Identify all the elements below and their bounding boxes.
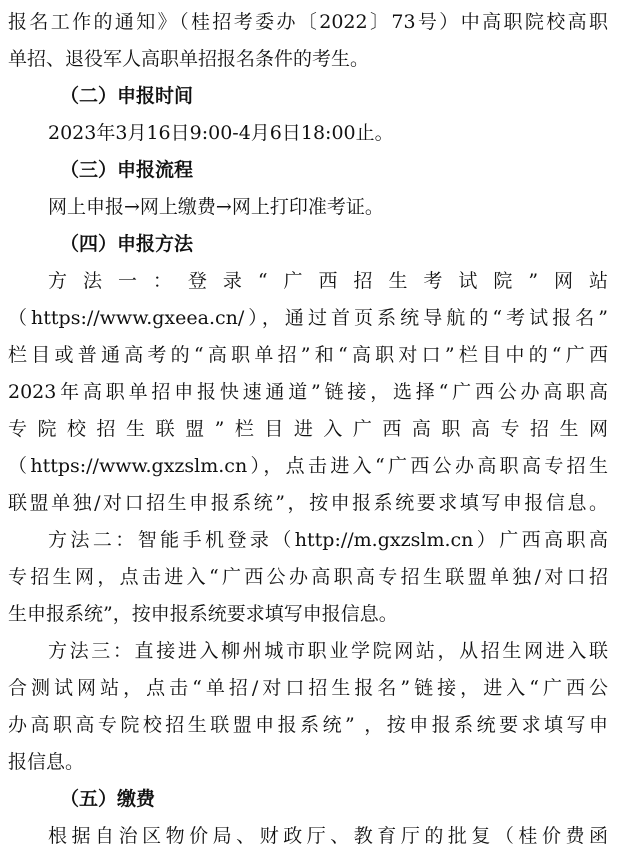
body-text-line: 专招生网，点击进入“广西公办高职高专招生联盟单独/对口招 xyxy=(8,566,608,588)
body-text-line: 方法一：登录“广西招生考试院”网站 xyxy=(48,270,608,292)
body-text-line: 单招、退役军人高职单招报名条件的考生。 xyxy=(8,48,370,70)
body-text-line: 专院校招生联盟”栏目进入广西高职高专招生网 xyxy=(8,418,608,440)
body-text-line: （https://www.gxzslm.cn），点击进入“广西公办高职高专招生 xyxy=(8,455,608,477)
section-heading-process: （三）申报流程 xyxy=(60,159,194,181)
body-text-line: 方法三：直接进入柳州城市职业学院网站，从招生网进入联 xyxy=(48,640,608,662)
body-text-line: 栏目或普通高考的“高职单招”和“高职对口”栏目中的“广西 xyxy=(8,344,608,366)
body-text-line: 合测试网站，点击“单招/对口招生报名”链接，进入“广西公 xyxy=(8,677,608,699)
body-text-line: 报名工作的通知》（桂招考委办〔2022〕73号）中高职院校高职 xyxy=(8,11,608,33)
body-text-line: 2023年高职单招申报快速通道”链接，选择“广西公办高职高 xyxy=(8,381,608,403)
body-text-line: 网上申报→网上缴费→网上打印准考证。 xyxy=(48,196,384,218)
body-text-line: 生申报系统”，按申报系统要求填写申报信息。 xyxy=(8,603,398,625)
body-text-line: 报信息。 xyxy=(8,751,85,773)
body-text-line: （https://www.gxeea.cn/），通过首页系统导航的“考试报名” xyxy=(8,307,608,329)
body-text-line: 2023年3月16日9:00-4月6日18:00止。 xyxy=(48,122,394,144)
body-text-line: 根据自治区物价局、财政厅、教育厅的批复（桂价费函 xyxy=(48,825,608,847)
section-heading-time: （二）申报时间 xyxy=(60,85,194,107)
body-text-line: 办高职高专院校招生联盟申报系统” ，按申报系统要求填写申 xyxy=(8,714,608,736)
section-heading-method: （四）申报方法 xyxy=(60,233,194,255)
section-heading-fee: （五）缴费 xyxy=(60,788,156,810)
body-text-line: 联盟单独/对口招生申报系统”，按申报系统要求填写申报信息。 xyxy=(8,492,608,514)
body-text-line: 方法二：智能手机登录（http://m.gxzslm.cn）广西高职高 xyxy=(48,529,608,551)
